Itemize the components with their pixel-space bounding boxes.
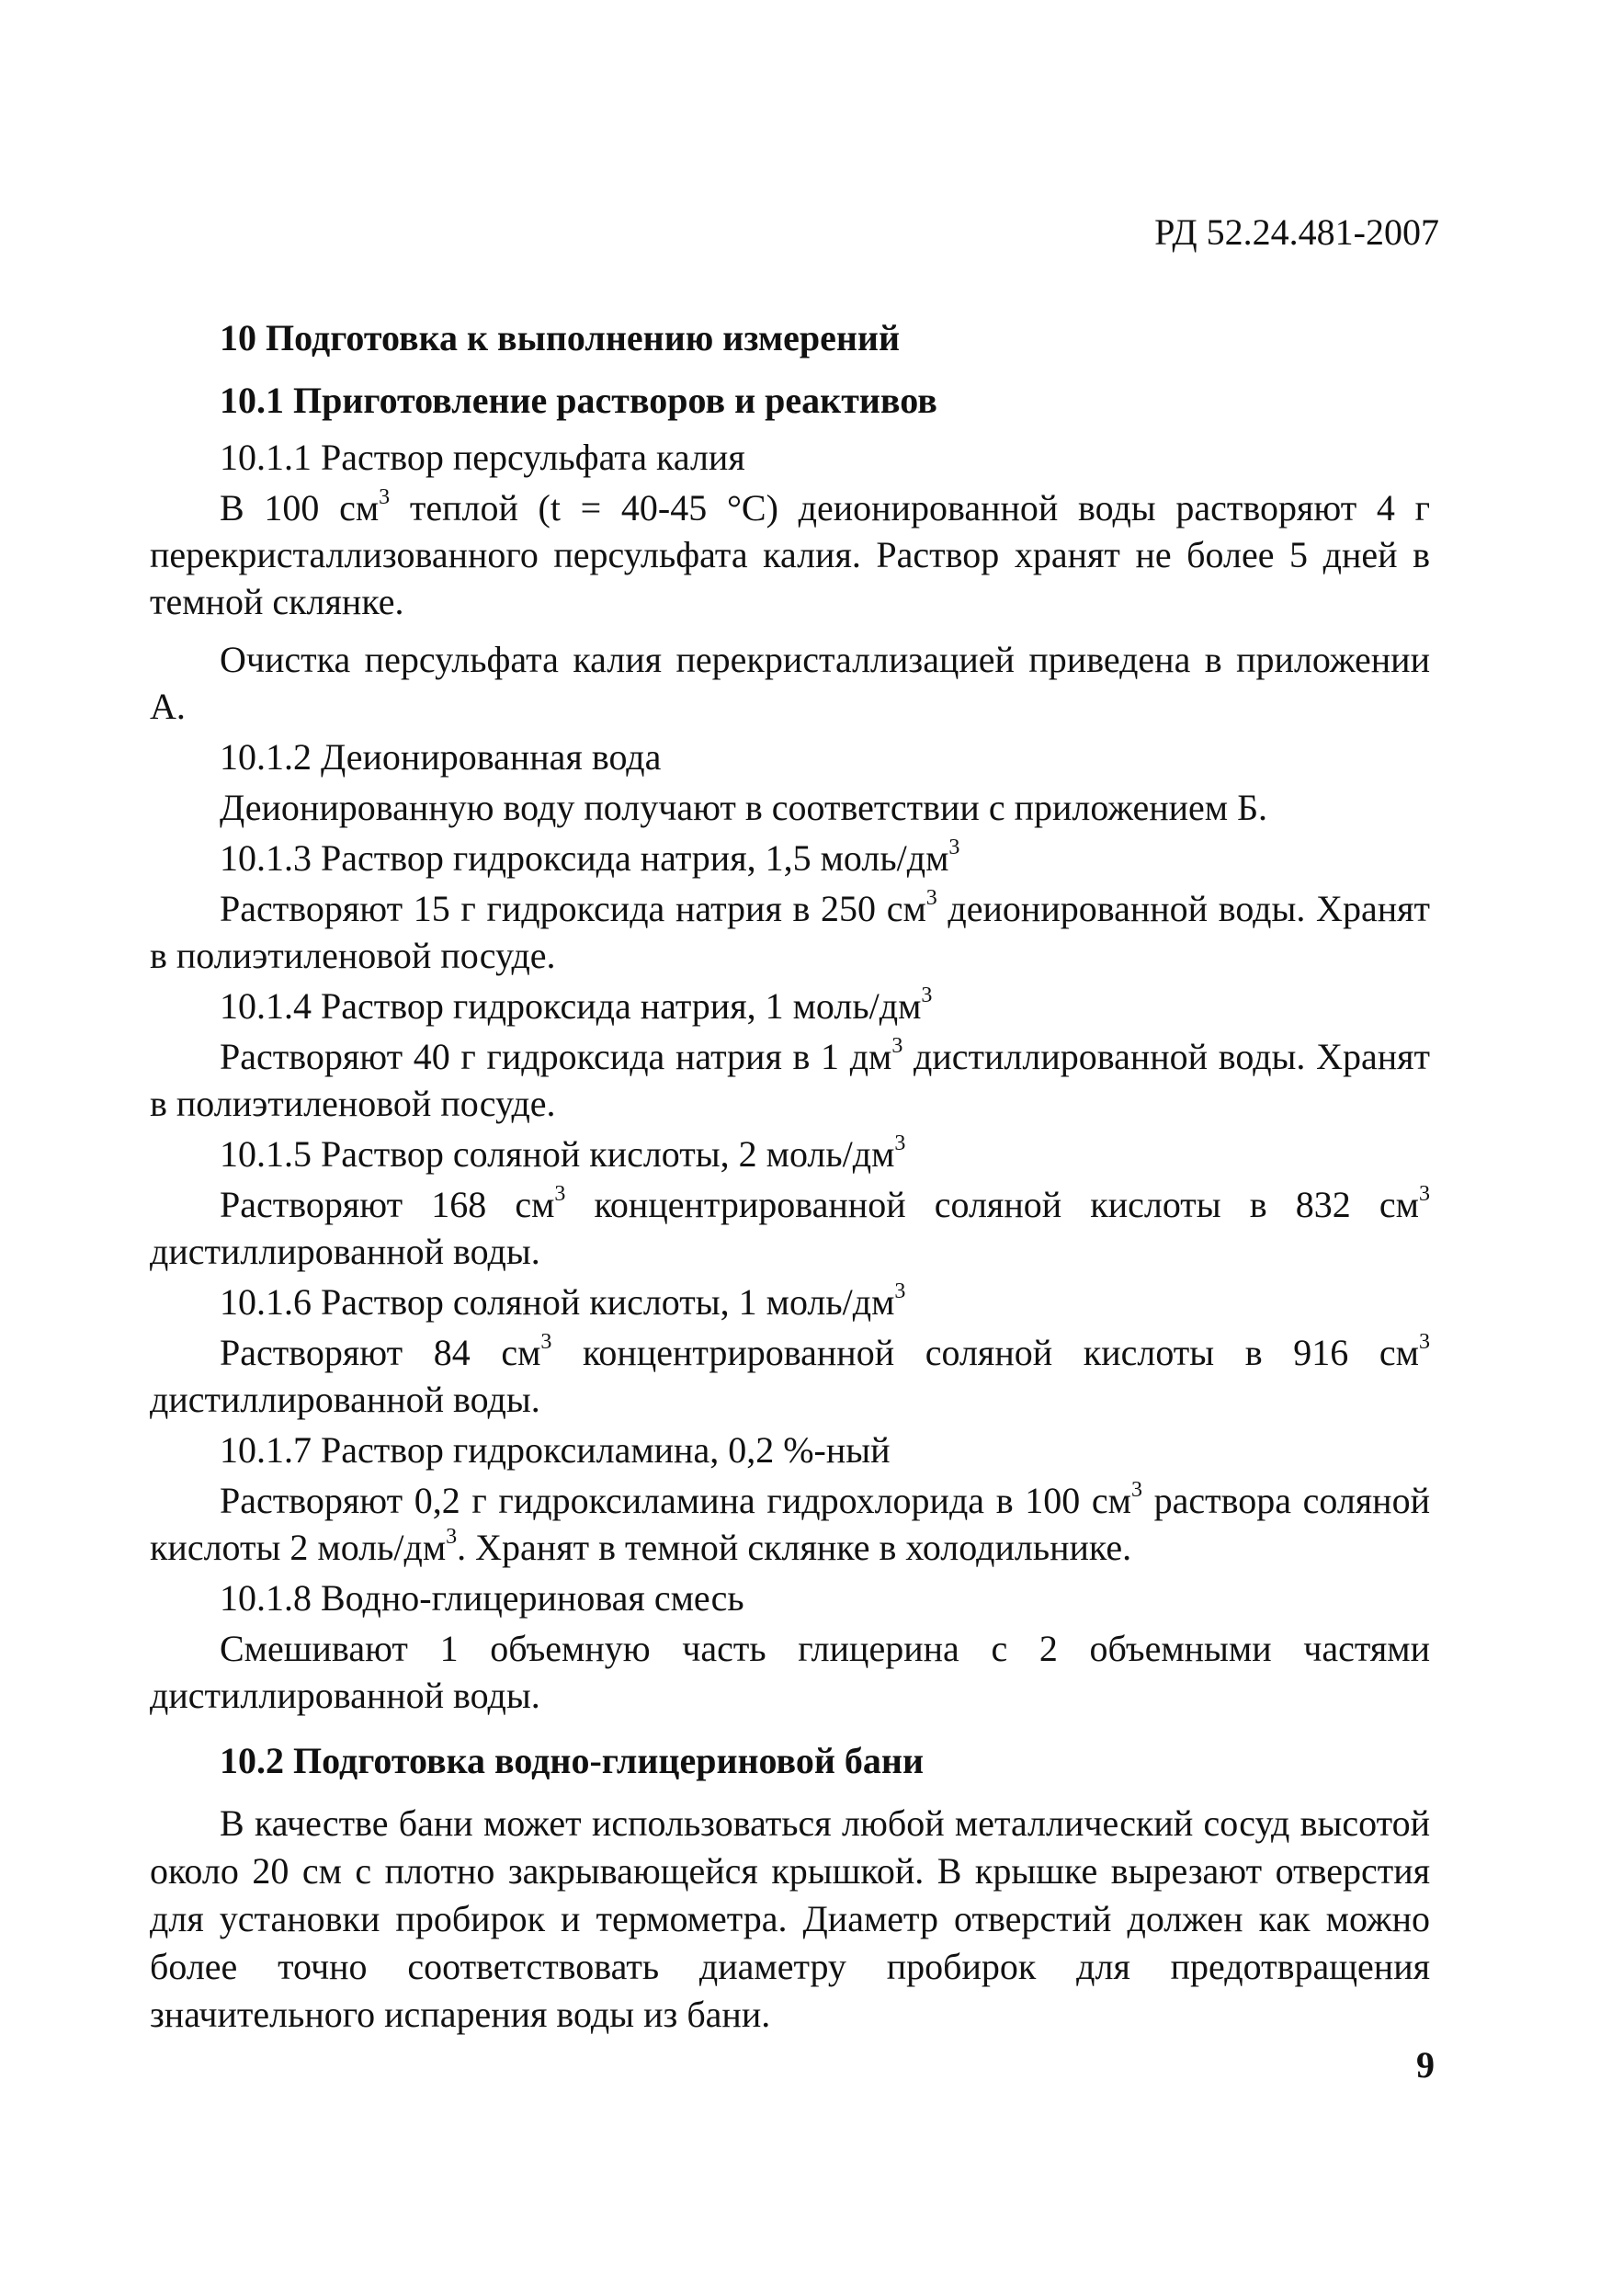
text-fragment: концентрированной соляной кислоты в 832 см (565, 1184, 1419, 1225)
paragraph-hydroxylamine (150, 1477, 1430, 1571)
superscript: 3 (1130, 1478, 1142, 1502)
superscript: 3 (379, 485, 391, 509)
text-fragment: раствора соляной кислоты 2 моль/дм (150, 1480, 1430, 1568)
item-title-water-glycerol: 10.1.8 Водно-глицериновая смесь (220, 1577, 744, 1619)
item-title-hcl-1 (220, 1279, 1430, 1325)
item-title-deionized-water: 10.1.2 Деионированная вода (220, 736, 662, 778)
text-fragment: 10.1.3 Раствор гидроксида натрия, 1,5 моль/дм (220, 837, 949, 879)
paragraph-naoh-1 (150, 1033, 1430, 1127)
paragraph-hcl-1 (150, 1329, 1430, 1423)
superscript: 3 (891, 1034, 903, 1058)
superscript: 3 (554, 1182, 566, 1206)
superscript: 3 (1418, 1330, 1430, 1354)
paragraph-naoh-1-5 (150, 885, 1430, 979)
text-fragment: Растворяют 0,2 г гидроксиламина гидрохлорида в 100 см (220, 1480, 1131, 1521)
item-title-naoh-1-5 (220, 835, 1430, 881)
subsection-heading-bath: 10.2 Подготовка водно-глицериновой бани (220, 1740, 925, 1781)
section-heading: 10 Подготовка к выполнению измерений (220, 317, 900, 358)
superscript: 3 (1418, 1182, 1430, 1206)
item-title-hcl-2 (220, 1131, 1430, 1177)
paragraph-persulfate-preparation (150, 484, 1430, 625)
superscript: 3 (925, 886, 937, 910)
text-fragment: дистиллированной воды. Хранят в полиэтиленовой посуде. (150, 1036, 1431, 1124)
document-code: РД 52.24.481-2007 (1154, 211, 1439, 253)
text-fragment: Растворяют 15 г гидроксида натрия в 250 см (220, 888, 926, 929)
text-fragment: концентрированной соляной кислоты в 916 см (551, 1332, 1419, 1373)
paragraph-persulfate-purification: Очистка персульфата калия перекристаллизацией приведена в приложении А. (150, 639, 1430, 727)
text-fragment: В 100 см (220, 487, 380, 529)
paragraph-hcl-2 (150, 1181, 1430, 1275)
paragraph-bath: В качестве бани может использоваться любой металлический сосуд высотой около 20 см с плотно закрывающейся крышкой. В крышке вырезают отверстия для установки пробирок и термометра. Диаметр отверстий должен как можно более точно соответствовать диаметру пробирок для предотвращения значительного испарения воды из бани. (150, 1802, 1430, 2035)
text-fragment: дистиллированной воды. (150, 1379, 540, 1420)
paragraph-water-glycerol: Смешивают 1 объемную часть глицерина с 2 объемными частями дистиллированной воды. (150, 1628, 1430, 1716)
superscript: 3 (540, 1330, 552, 1354)
superscript: 3 (921, 983, 933, 1007)
text-fragment: . Хранят в темной склянке в холодильнике. (457, 1527, 1132, 1568)
document-body (150, 313, 1430, 2042)
superscript: 3 (894, 1131, 906, 1155)
superscript: 3 (446, 1525, 458, 1549)
item-title-hydroxylamine: 10.1.7 Раствор гидроксиламина, 0,2 %-ный (220, 1429, 891, 1471)
text-fragment: Растворяют 40 г гидроксида натрия в 1 дм (220, 1036, 892, 1077)
text-fragment: Растворяют 84 см (220, 1332, 541, 1373)
item-title-naoh-1 (220, 983, 1430, 1029)
text-fragment: Растворяют 168 см (220, 1184, 555, 1225)
text-fragment: дистиллированной воды. (150, 1231, 540, 1272)
superscript: 3 (894, 1279, 906, 1303)
superscript: 3 (948, 835, 960, 859)
paragraph-deionized-water: Деионированную воду получают в соответствии с приложением Б. (220, 787, 1268, 828)
text-fragment: теплой (t = 40-45 °С) деионированной воды растворяют 4 г перекристаллизованного персульфата калия. Раствор хранят не более 5 дней в темной склянке. (150, 487, 1430, 622)
text-fragment: деионированной воды. Хранят в полиэтиленовой посуде. (150, 888, 1430, 976)
item-title-persulfate: 10.1.1 Раствор персульфата калия (220, 437, 745, 478)
text-fragment: 10.1.6 Раствор соляной кислоты, 1 моль/дм (220, 1281, 895, 1323)
text-fragment: 10.1.4 Раствор гидроксида натрия, 1 моль/дм (220, 985, 922, 1027)
text-fragment: 10.1.5 Раствор соляной кислоты, 2 моль/дм (220, 1133, 895, 1175)
subsection-heading-solutions: 10.1 Приготовление растворов и реактивов (220, 380, 937, 421)
page-number: 9 (1416, 2044, 1435, 2086)
